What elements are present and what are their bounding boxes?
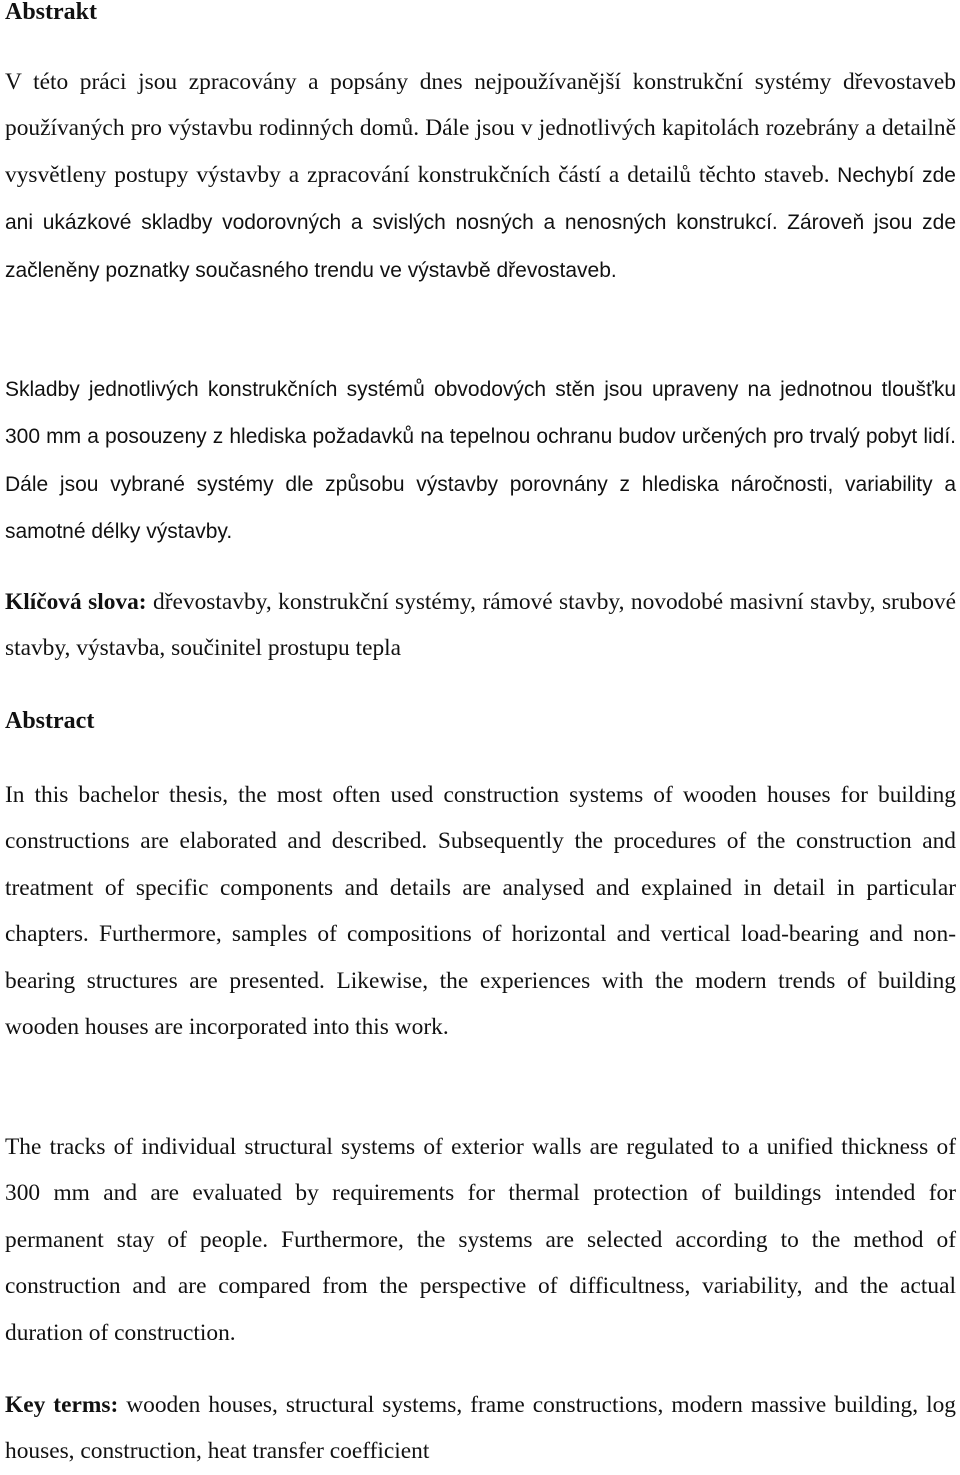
czech-abstract-heading: Abstrakt [5,0,98,25]
czech-paragraph-1-serif-text: V této práci jsou zpracovány a popsány dnes nejpoužívanější konstrukční systémy dřevostaveb používaných pro výstavbu rodinných domů. Dále jsou v jednotlivých kapitolách rozebrány a detailně vysvětleny postupy výstavby a zpracování konstrukčních částí a detailů těchto staveb. [5,69,956,188]
english-keywords-text: wooden houses, structural systems, frame constructions, modern massive building, log houses, construction, heat transfer coefficient [5,1392,956,1465]
english-keywords [5,1382,956,1475]
czech-paragraph-1-sans-text: Nechybí zde ani ukázkové skladby vodorovných a svislých nosných a nenosných konstrukcí. [5,163,956,235]
english-abstract-paragraph-1: In this bachelor thesis, the most often used construction systems of wooden houses for building constructions are elaborated and described. Subsequently the procedures of the construction and treatment of specific components and details are analysed and explained in detail in particular chapters. Furthermore, samples of compositions of horizontal and vertical load-bearing and non-bearing structures are presented. Likewise, the experiences with the modern trends of building wooden houses are incorporated into this work. [5,782,956,1041]
czech-keywords [5,579,956,672]
czech-abstract-paragraph-2 [5,366,956,556]
czech-paragraph-1-sans-text-2: Zároveň jsou zde začleněny poznatky současného trendu ve výstavbě dřevostaveb. [5,211,956,282]
czech-keywords-label: Klíčová slova: [5,589,147,615]
czech-abstract-paragraph-1 [5,59,956,294]
czech-keywords-text: dřevostavby, konstrukční systémy, rámové stavby, novodobé masivní stavby, srubové stavby, výstavba, součinitel prostupu tepla [5,589,957,662]
czech-paragraph-2-sans-text: Skladby jednotlivých konstrukčních systémů obvodových stěn jsou upraveny na jednotnou tloušťku 300 mm a posouzeny z hlediska požadavků na tepelnou ochranu budov určených pro trvalý pobyt lidí. [5,378,956,449]
english-abstract-heading: Abstract [5,708,95,734]
english-abstract-paragraph-2: The tracks of individual structural systems of exterior walls are regulated to a unified thickness of 300 mm and are evaluated by requirements for thermal protection of buildings intended for permanent stay of people. Furthermore, the systems are selected according to the method of construction and are compared from the perspective of difficultness, variability, and the actual duration of construction. [5,1134,956,1346]
czech-paragraph-2-sans-text-2: Dále jsou vybrané systémy dle způsobu výstavby porovnány z hlediska náročnosti, variability a samotné délky výstavby. [5,472,956,544]
english-keywords-label: Key terms: [5,1392,119,1418]
